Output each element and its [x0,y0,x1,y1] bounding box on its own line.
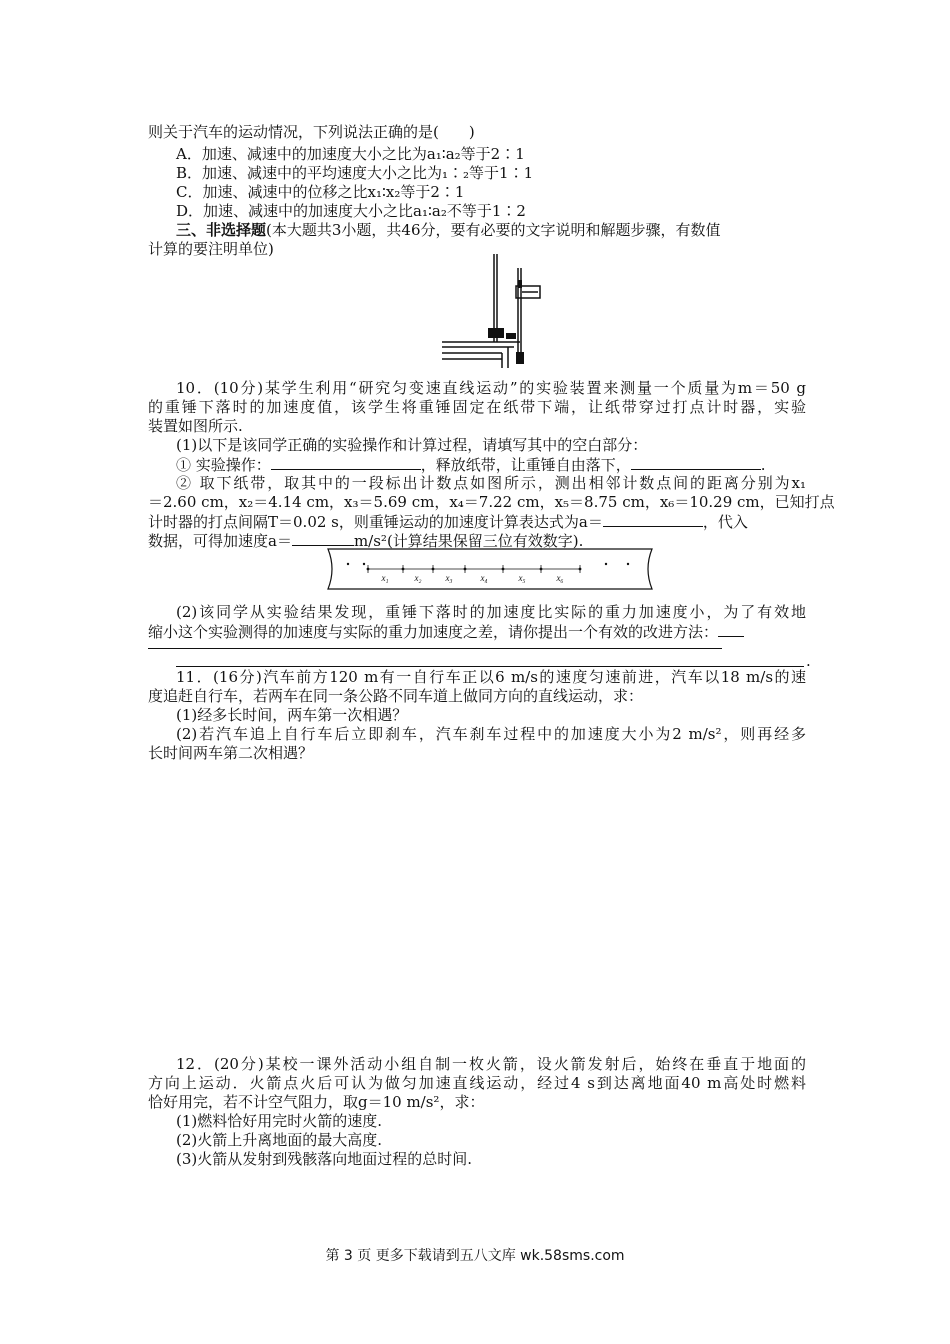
q10-line5 [176,455,766,475]
q10-part2-line2 [148,622,744,642]
tape-label-x4: x₄ [480,573,488,583]
tape-label-x1: x₁ [381,573,389,583]
q12-part2: (2)火箭上升离地面的最大高度. [176,1131,383,1149]
page-footer: 第 3 页 更多下载请到五八文库 wk.58sms.com [325,1248,625,1264]
q9-option-c: C．加速、减速中的位移之比x₁∶x₂等于2∶1 [176,183,465,201]
q9-option-a: A．加速、减速中的加速度大小之比为a₁∶a₂等于2∶1 [176,145,525,163]
q11-line1: 11．(16分)汽车前方120 m有一自行车正以6 m/s的速度匀速前进，汽车以18 m/s的速 [176,668,806,686]
answer-line-5b[interactable] [148,648,722,649]
q10-accel-end: m/s²(计算结果保留三位有效数字). [353,532,584,550]
q12-line2: 方向上运动．火箭点火后可认为做匀加速直线运动，经过4 s到达离地面40 m高处时燃料 [148,1074,806,1092]
q12-line1: 12．(20分)某校一课外活动小组自制一枚火箭，设火箭发射后，始终在垂直于地面的 [176,1055,806,1073]
q11-part2: (2)若汽车追上自行车后立即刹车，汽车刹车过程中的加速度大小为2 m/s²，则再经多 [176,725,806,743]
q10-line1: 10．(10分)某学生利用“研究匀变速直线运动”的实验装置来测量一个质量为m＝50 g [176,379,806,397]
q9-stem: 则关于汽车的运动情况，下列说法正确的是( ) [148,123,475,141]
q10-op-mid: ，释放纸带，让重锤自由落下， [420,456,631,474]
q12-part3: (3)火箭从发射到残骸落向地面过程的总时间. [176,1150,473,1168]
q10-op-label: ① 实验操作： [176,456,271,474]
answer-line-end: . [806,652,811,670]
paper-tape-figure [320,546,660,592]
q10-line2: 的重锤下落时的加速度值，该学生将重锤固定在纸带下端，让纸带穿过打点计时器，实验 [148,398,806,416]
q9-option-d: D．加速、减速中的加速度大小之比a₁∶a₂不等于1∶2 [176,202,526,220]
section3-title: 三、非选择题 [176,221,267,239]
q10-part2-line1: (2)该同学从实验结果发现，重锤下落时的加速度比实际的重力加速度小，为了有效地 [176,603,806,621]
tape-label-x3: x₃ [445,573,453,583]
q10-line4: (1)以下是该同学正确的实验操作和计算过程，请填写其中的空白部分： [176,436,648,454]
tape-label-x6: x₆ [556,573,564,583]
q10-expr-label: 计时器的打点间隔T＝0.02 s，则重锤运动的加速度计算表达式为a＝ [148,513,603,531]
answer-blank-2[interactable] [631,455,761,470]
q12-line3: 恰好用完，若不计空气阻力，取g＝10 m/s²，求： [148,1093,485,1111]
answer-blank-3[interactable] [603,512,703,527]
q10-line6: ② 取下纸带，取其中的一段标出计数点如图所示，测出相邻计数点间的距离分别为x₁ [176,474,806,492]
answer-blank-4[interactable] [292,531,354,546]
q10-line7: ＝2.60 cm，x₂＝4.14 cm，x₃＝5.69 cm，x₄＝7.22 cm，x₅＝8.75 cm，x₆＝10.29 cm，已知打点 [148,493,835,511]
q10-expr-end: ，代入 [702,513,748,531]
q10-op-end: . [760,456,766,474]
q11-part2-cont: 长时间两车第二次相遇？ [148,744,314,762]
apparatus-figure [438,250,548,370]
q9-option-b: B．加速、减速中的平均速度大小之比为₁∶₂等于1∶1 [176,164,534,182]
section3-heading [176,221,721,240]
answer-blank-5a[interactable] [718,622,744,637]
q10-line3: 装置如图所示. [148,417,243,435]
section3-desc-cont: 计算的要注明单位) [148,240,274,258]
q11-line2: 度追赶自行车，若两车在同一条公路不同车道上做同方向的直线运动，求： [148,687,644,705]
q10-line8 [148,512,748,532]
answer-line-5c[interactable] [176,666,804,667]
q12-part1: (1)燃料恰好用完时火箭的速度. [176,1112,383,1130]
tape-label-x2: x₂ [414,573,422,583]
tape-label-x5: x₅ [518,573,526,583]
q11-part1: (1)经多长时间，两车第一次相遇？ [176,706,408,724]
section3-desc: (本大题共3小题，共46分，要有必要的文字说明和解题步骤，有数值 [266,221,721,239]
answer-blank-1[interactable] [271,455,421,470]
q10-accel-label: 数据，可得加速度a＝ [148,532,292,550]
q10-part2-text: 缩小这个实验测得的加速度与实际的重力加速度之差，请你提出一个有效的改进方法： [148,623,719,641]
